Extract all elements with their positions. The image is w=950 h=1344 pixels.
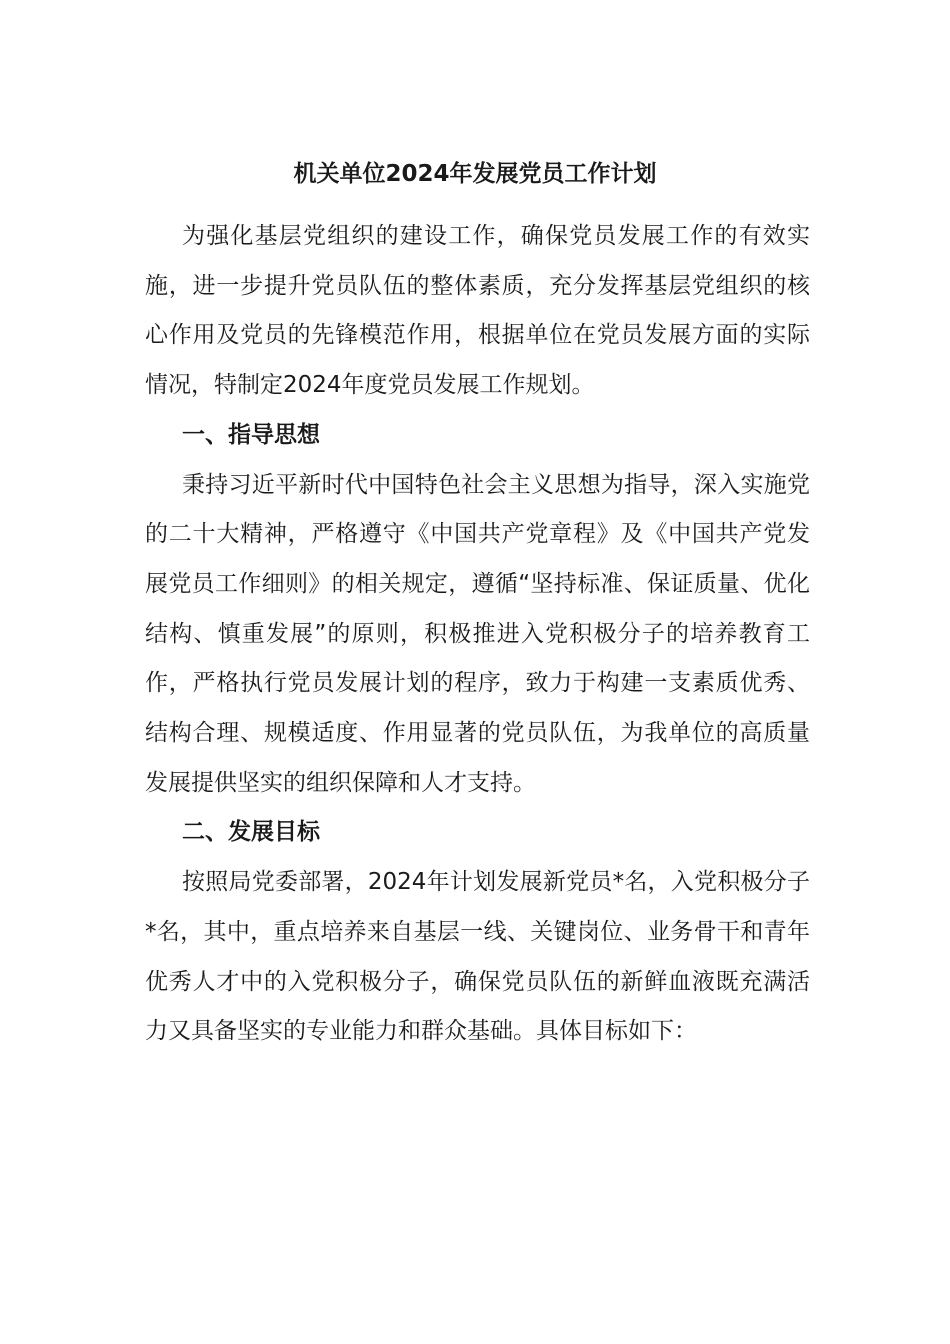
- intro-paragraph: 为强化基层党组织的建设工作，确保党员发展工作的有效实施，进一步提升党员队伍的整体素质，充分发挥基层党组织的核心作用及党员的先锋模范作用，根据单位在党员发展方面的实际情况，特制定2024年度党员发展工作规划。: [145, 223, 810, 399]
- document-body: [145, 212, 810, 1057]
- document-title: 机关单位2024年发展党员工作计划: [293, 161, 657, 187]
- section-heading-guiding-ideology: 一、指导思想: [182, 421, 320, 448]
- section-body-guiding-ideology: 秉持习近平新时代中国特色社会主义思想为指导，深入实施党的二十大精神，严格遵守《中国共产党章程》及《中国共产党发展党员工作细则》的相关规定，遵循“坚持标准、保证质量、优化结构、慎重发展”的原则，积极推进入党积极分子的培养教育工作，严格执行党员发展计划的程序，致力于构建一支素质优秀、结构合理、规模适度、作用显著的党员队伍，为我单位的高质量发展提供坚实的组织保障和人才支持。: [145, 471, 810, 796]
- section-body-development-goals: 按照局党委部署，2024年计划发展新党员*名，入党积极分子*名，其中，重点培养来自基层一线、关键岗位、业务骨干和青年优秀人才中的入党积极分子，确保党员队伍的新鲜血液既充满活力又具备坚实的专业能力和群众基础。具体目标如下：: [145, 869, 810, 1045]
- section-heading-development-goals: 二、发展目标: [182, 819, 320, 846]
